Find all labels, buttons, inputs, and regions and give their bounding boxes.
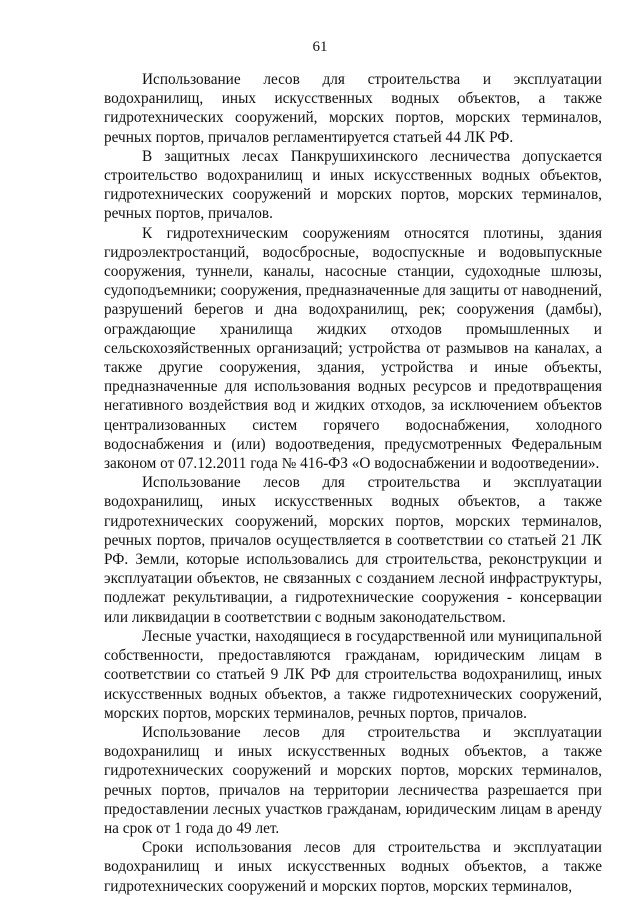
paragraph-6: Использование лесов для строительства и эксплуатации водохранилищ и иных искусственных водных объектов, а также гидротехнических сооружений и морских портов, морских терминалов, речных портов, причалов на территории лесничества разрешается при предоставлении лесных участков гражданам, юридическим лицам в аренду на срок от 1 года до 49 лет. bbox=[104, 723, 602, 837]
paragraph-7: Сроки использования лесов для строительства и эксплуатации водохранилищ и иных искусственных водных объектов, а также гидротехнических сооружений и морских портов, морских терминалов, bbox=[104, 839, 602, 895]
paragraph-1: Использование лесов для строительства и эксплуатации водохранилищ, иных искусственных водных объектов, а также гидротехнических сооружений, морских портов, морских терминалов, речных портов, причалов регламентируется статьей 44 ЛК РФ. bbox=[104, 71, 602, 146]
paragraph-4: Использование лесов для строительства и эксплуатации водохранилищ, иных искусственных водных объектов, а также гидротехнических сооружений, морских портов, морских терминалов, речных портов, причалов осуществляется в соответствии со статьей 21 ЛК РФ. Земли, которые использовались для строительства, реконструкции и эксплуатации объектов, не связанных с созданием лесной инфраструктуры, подлежат рекультивации, а гидротехнические сооружения - консервации или ликвидации в соответствии с водным законодательством. bbox=[104, 474, 602, 626]
document-body bbox=[104, 70, 602, 896]
paragraph-2: В защитных лесах Панкрушихинского лесничества допускается строительство водохранилищ и иных искусственных водных объектов, гидротехнических сооружений и морских портов, морских терминалов, речных портов, причалов. bbox=[104, 147, 602, 223]
paragraph-5: Лесные участки, находящиеся в государственной или муниципальной собственности, предоставляются гражданам, юридическим лицам в соответствии со статьей 9 ЛК РФ для строительства водохранилищ, иных искусственных водных объектов, а также гидротехнических сооружений, морских портов, морских терминалов, речных портов, причалов. bbox=[104, 627, 602, 722]
paragraph-3: К гидротехническим сооружениям относятся плотины, здания гидроэлектростанций, водосбросные, водоспускные и водовыпускные сооружения, туннели, каналы, насосные станции, судоходные шлюзы, судоподъемники; сооружения, предназначенные для защиты от наводнений, разрушений берегов и дна водохранилищ, рек; сооружения (дамбы), ограждающие хранилища жидких отходов промышленных и сельскохозяйственных организаций; устройства от размывов на каналах, а также другие сооружения, здания, устройства и иные объекты, предназначенные для использования водных ресурсов и предотвращения негативного воздействия вод и жидких отходов, за исключением объектов централизованных систем горячего водоснабжения, холодного водоснабжения и (или) водоотведения, предусмотренных Федеральным законом от 07.12.2011 года № 416-ФЗ «О водоснабжении и водоотведении». bbox=[104, 224, 602, 473]
page-number: 61 bbox=[312, 39, 328, 55]
